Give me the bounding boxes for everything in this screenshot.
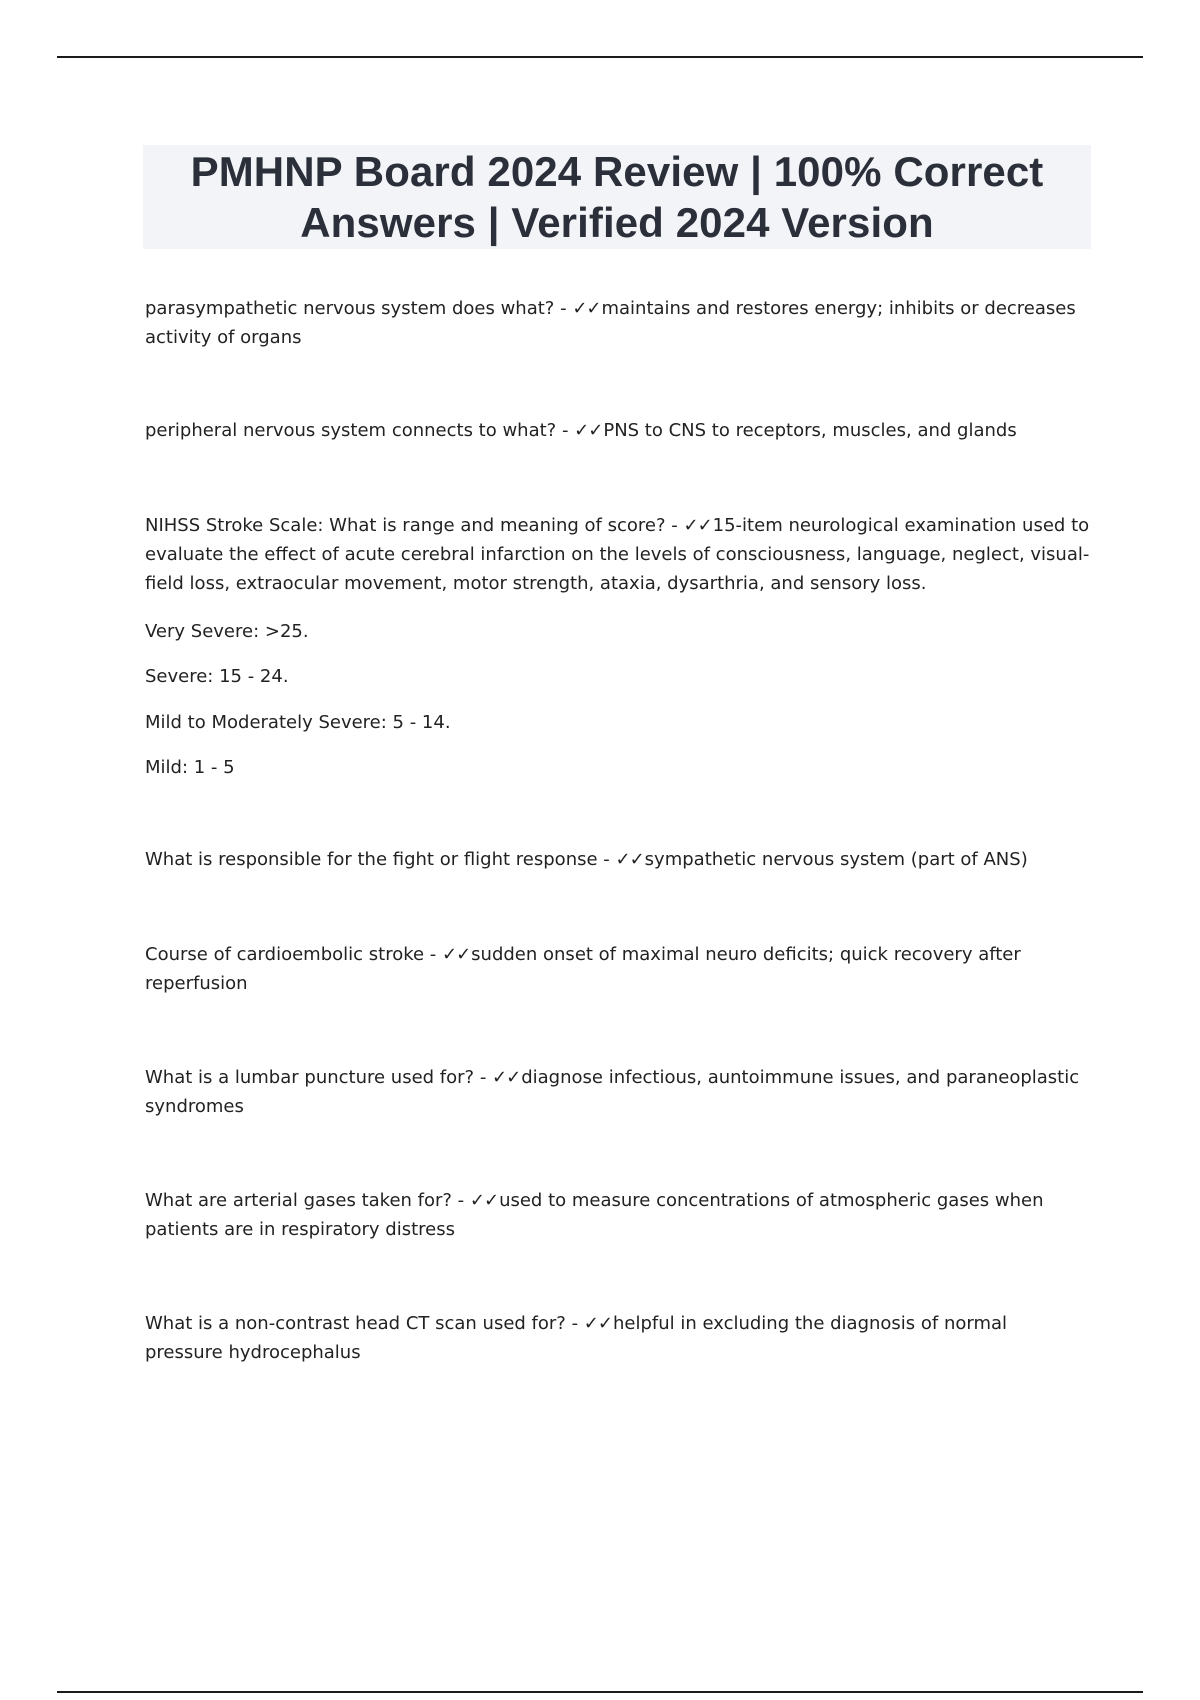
question-text: What is a non-contrast head CT scan used for? - bbox=[145, 1313, 584, 1334]
check-mark-icon: ✓✓ bbox=[442, 944, 471, 965]
check-mark-icon: ✓✓ bbox=[572, 298, 601, 319]
qa-item-2 bbox=[145, 416, 1090, 445]
qa-item-3 bbox=[145, 511, 1090, 598]
check-mark-icon: ✓✓ bbox=[469, 1190, 499, 1211]
qa-item-1 bbox=[145, 294, 1090, 352]
answer-text: helpful in excluding the diagnosis of normal pressure hydrocephalus bbox=[145, 1313, 1008, 1363]
qa-item-7 bbox=[145, 1186, 1090, 1244]
qa-item-8 bbox=[145, 1309, 1090, 1367]
answer-text: sudden onset of maximal neuro deficits; quick recovery after reperfusion bbox=[145, 944, 1021, 994]
check-mark-icon: ✓✓ bbox=[615, 849, 644, 870]
question-text: What is responsible for the fight or flight response - bbox=[145, 849, 616, 870]
qa-item-6 bbox=[145, 1063, 1090, 1121]
document-title: PMHNP Board 2024 Review | 100% Correct Answers | Verified 2024 Version bbox=[190, 148, 1044, 246]
check-mark-icon: ✓✓ bbox=[492, 1067, 521, 1088]
scale-mild: Mild: 1 - 5 bbox=[145, 757, 235, 778]
answer-text: PNS to CNS to receptors, muscles, and glands bbox=[603, 420, 1017, 441]
check-mark-icon: ✓✓ bbox=[583, 1313, 612, 1334]
question-text: NIHSS Stroke Scale: What is range and meaning of score? - bbox=[145, 515, 684, 536]
question-text: What are arterial gases taken for? - bbox=[145, 1190, 470, 1211]
answer-text: used to measure concentrations of atmospheric gases when patients are in respiratory distress bbox=[145, 1190, 1044, 1240]
answer-text: maintains and restores energy; inhibits or decreases activity of organs bbox=[145, 298, 1076, 348]
scale-severe: Severe: 15 - 24. bbox=[145, 666, 289, 687]
question-text: peripheral nervous system connects to what? - bbox=[145, 420, 575, 441]
question-text: What is a lumbar puncture used for? - bbox=[145, 1067, 493, 1088]
question-text: Course of cardioembolic stroke - bbox=[145, 944, 442, 965]
qa-item-4 bbox=[145, 845, 1090, 874]
answer-text: 15-item neurological examination used to evaluate the effect of acute cerebral infarction on the levels of consciousness, language, neglect, visual-field loss, extraocular movement, motor strength, ataxia, dysarthria, and sensory loss. bbox=[145, 515, 1090, 594]
bottom-rule bbox=[57, 1691, 1143, 1693]
check-mark-icon: ✓✓ bbox=[683, 515, 712, 536]
title-banner bbox=[143, 145, 1091, 249]
scale-mild-moderately-severe: Mild to Moderately Severe: 5 - 14. bbox=[145, 712, 451, 733]
question-text: parasympathetic nervous system does what? - bbox=[145, 298, 573, 319]
top-rule bbox=[57, 56, 1143, 58]
qa-item-5 bbox=[145, 940, 1090, 998]
scale-very-severe: Very Severe: >25. bbox=[145, 621, 309, 642]
check-mark-icon: ✓✓ bbox=[574, 420, 603, 441]
answer-text: sympathetic nervous system (part of ANS) bbox=[644, 849, 1028, 870]
answer-text: diagnose infectious, auntoimmune issues, and paraneoplastic syndromes bbox=[145, 1067, 1080, 1117]
